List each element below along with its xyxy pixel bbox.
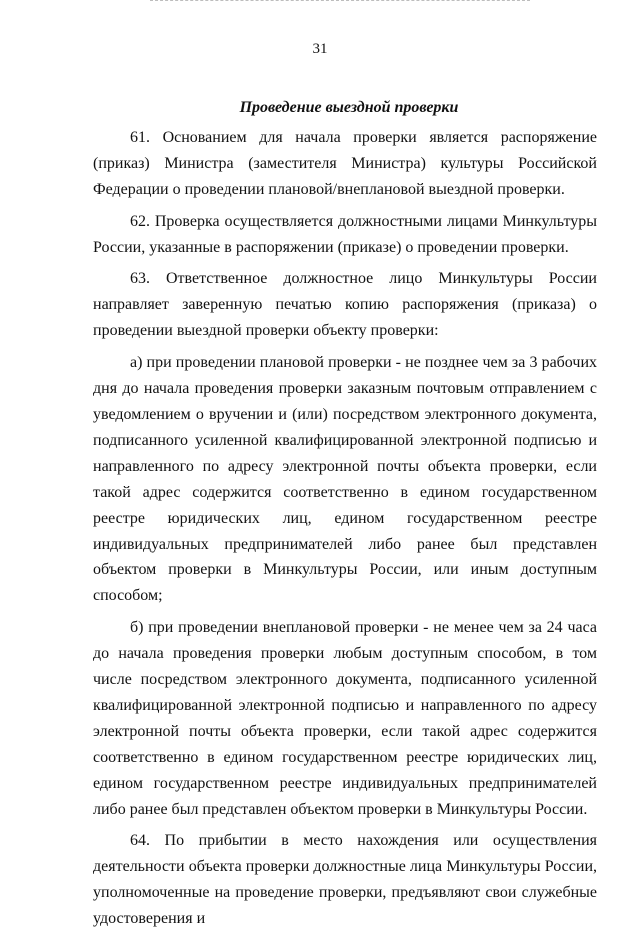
page-number: 31 [312,41,328,57]
paragraph-63-b: б) при проведении внеплановой проверки - не менее чем за 24 часа до начала проведения проверки любым доступным способом, в том числе посредством электронного документа, подписанного усиленной квалифицированной электронной подписью и направленного по адресу электронной почты объекта проверки, если такой адрес содержится соответственно в едином государственном реестре юридических лиц, едином государственном реестре индивидуальных предпринимателей либо ранее был представлен объектом проверки в Минкультуры России. [93,619,597,818]
paragraph-62: 62. Проверка осуществляется должностными лицами Минкультуры России, указанные в распоряжении (приказе) о проведении проверки. [93,212,597,256]
paragraph-61: 61. Основанием для начала проверки является распоряжение (приказ) Министра (заместителя Министра) культуры Российской Федерации о проведении плановой/внеплановой выездной проверки. [93,128,597,198]
paragraph-63: 63. Ответственное должностное лицо Минкультуры России направляет заверенную печатью копию распоряжения (приказа) о проведении выездной проверки объекту проверки: [93,270,597,340]
page-content [93,95,597,932]
paragraph-63-a: а) при проведении плановой проверки - не позднее чем за 3 рабочих дня до начала проведения проверки заказным почтовым отправлением с уведомлением о вручении и (или) посредством электронного документа, подписанного усиленной квалифицированной электронной подписью и направленного по адресу электронной почты объекта проверки, если такой адрес содержится соответственно в едином государственном реестре юридических лиц, едином государственном реестре индивидуальных предпринимателей либо ранее был представлен объектом проверки в Минкультуры России, или иным доступным способом; [93,354,597,605]
top-scan-rule [150,0,530,2]
paragraph-64: 64. По прибытии в место нахождения или осуществления деятельности объекта проверки должностные лица Минкультуры России, уполномоченные на проведение проверки, предъявляют свои служебные удостоверения и [93,832,597,928]
section-title: Проведение выездной проверки [239,99,459,116]
